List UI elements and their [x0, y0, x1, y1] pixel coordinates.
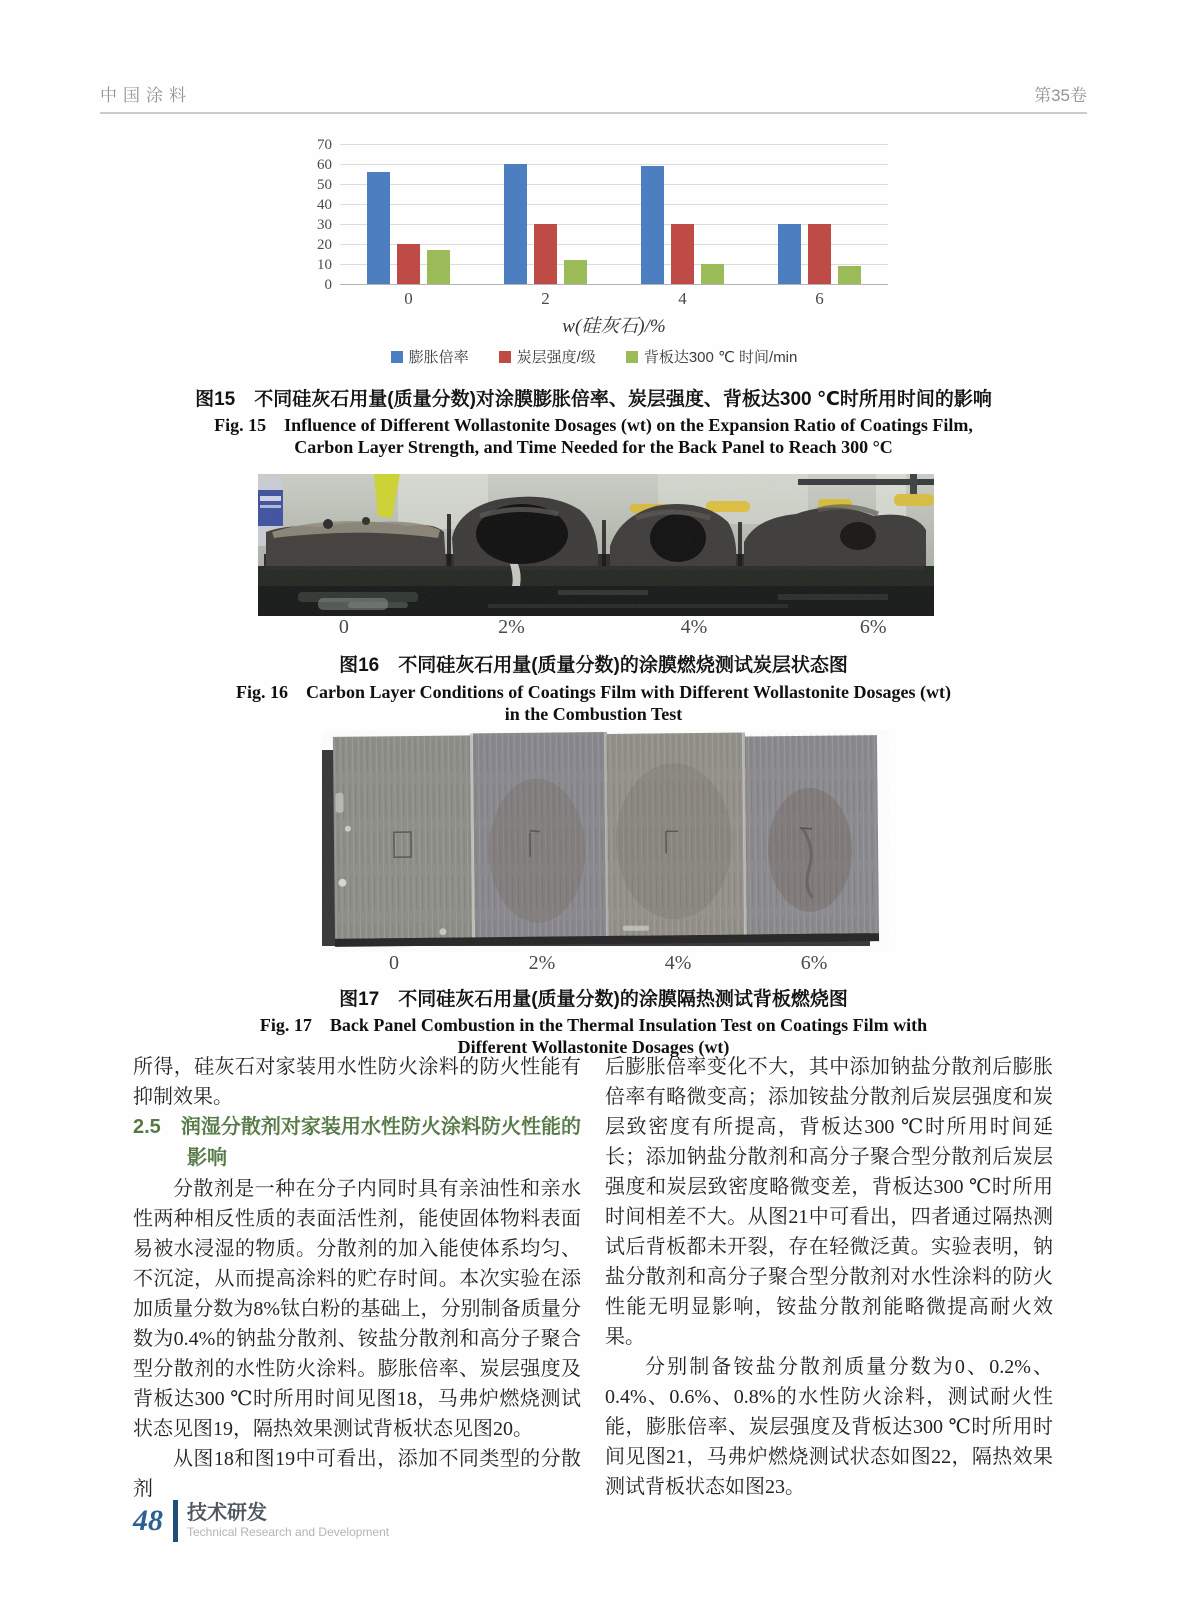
x-axis-tick: 4	[678, 289, 687, 308]
figure17-photo	[322, 730, 889, 952]
chart-plot-area	[340, 144, 888, 285]
legend-swatch-icon	[499, 351, 511, 363]
bar	[427, 250, 450, 284]
legend-item	[499, 346, 596, 367]
section-heading-2-5	[133, 1112, 581, 1174]
bar	[701, 264, 724, 284]
bar	[397, 244, 420, 284]
bar	[778, 224, 801, 284]
y-axis-tick: 40	[317, 197, 332, 213]
bar	[504, 164, 527, 284]
legend-label: 背板达300 ℃ 时间/min	[643, 349, 798, 366]
bar-group	[751, 224, 888, 284]
figure15-caption-zh: 图15 不同硅灰石用量(质量分数)对涂膜膨胀倍率、炭层强度、背板达300 ℃时所用时间的影响	[195, 389, 992, 410]
y-axis-tick: 70	[317, 137, 332, 153]
bar	[671, 224, 694, 284]
back-panel-photo-illustration	[322, 730, 889, 952]
chart-x-axis-title: w(硅灰石)/%	[562, 316, 666, 337]
dosage-label: 2%	[528, 952, 556, 974]
bar	[808, 224, 831, 284]
legend-label: 膨胀倍率	[408, 349, 469, 366]
paragraph: 后膨胀倍率变化不大，其中添加钠盐分散剂后膨胀倍率有略微变高；添加铵盐分散剂后炭层强度和炭层致密度有所提高，背板达300 ℃时所用时间延长；添加钠盐分散剂和高分子聚合型分散剂后炭层强度和炭层致密度略微变差，背板达300 ℃时所用时间相差不大。从图21中可看出，四者通过隔热测试后背板都未开裂，存在轻微泛黄。实验表明，钠盐分散剂和高分子聚合型分散剂对水性涂料的防火性能无明显影响，铵盐分散剂能略微提高耐火效果。	[605, 1056, 1053, 1348]
body-text	[133, 1052, 1053, 1504]
figure16-caption-en-2: in the Combustion Test	[504, 704, 683, 724]
figure16-caption-en-1: Fig. 16 Carbon Layer Conditions of Coatings Film with Different Wollastonite Dosages (wt)	[236, 682, 951, 702]
figure17-labels	[322, 952, 889, 978]
paragraph: 分别制备铵盐分散剂质量分数为0、0.2%、0.4%、0.6%、0.8%的水性防火涂料，测试耐火性能，膨胀倍率、炭层强度及背板达300 ℃时所用时间见图21，马弗炉燃烧测试状态如图22，隔热效果测试背板状态如图23。	[605, 1356, 1053, 1498]
dosage-label: 6%	[800, 952, 828, 974]
legend-item	[391, 346, 469, 367]
bar-group	[614, 166, 751, 284]
section-title: 润湿分散剂对家装用水性防火涂料防火性能的影响	[180, 1116, 581, 1169]
chart-legend	[298, 346, 890, 367]
figure17-caption-en-2: Different Wollastonite Dosages (wt)	[457, 1037, 730, 1057]
chart-x-labels	[340, 289, 888, 309]
paragraph: 分散剂是一种在分子内同时具有亲油性和亲水性两种相反性质的表面活性剂，能使固体物料表面易被水浸湿的物质。分散剂的加入能使体系均匀、不沉淀，从而提高涂料的贮存时间。本次实验在添加质量分数为8%钛白粉的基础上，分别制备质量分数为0.4%的钠盐分散剂、铵盐分散剂和高分子聚合型分散剂的水性防火涂料。膨胀倍率、炭层强度及背板达300 ℃时所用时间见图18，马弗炉燃烧测试状态见图19，隔热效果测试背板状态见图20。	[133, 1178, 581, 1440]
y-axis-tick: 60	[317, 157, 332, 173]
legend-label: 炭层强度/级	[516, 349, 596, 366]
right-column	[605, 1052, 1053, 1504]
figure17-caption-zh: 图17 不同硅灰石用量(质量分数)的涂膜隔热测试背板燃烧图	[339, 989, 848, 1010]
figure16-photo	[258, 474, 934, 616]
figure15-chart	[298, 137, 890, 367]
x-axis-tick: 0	[404, 289, 413, 308]
bar-group	[477, 164, 614, 284]
dosage-label: 0	[389, 952, 399, 974]
figure15-caption-en-1: Fig. 15 Influence of Different Wollastonite Dosages (wt) on the Expansion Ratio of Coatings Film,	[214, 415, 973, 435]
legend-item	[626, 346, 798, 367]
footer-divider-bar	[173, 1500, 178, 1542]
chart-row	[298, 137, 890, 293]
dosage-label: 4%	[680, 616, 708, 638]
bar	[367, 172, 390, 284]
y-axis-tick: 20	[317, 237, 332, 253]
dosage-label: 0	[338, 616, 349, 638]
page-footer	[133, 1500, 389, 1542]
x-axis-tick: 2	[541, 289, 550, 308]
footer-section	[187, 1502, 389, 1540]
chart-groups	[340, 144, 888, 284]
legend-swatch-icon	[626, 351, 638, 363]
bar-group	[340, 172, 477, 284]
section-number: 2.5	[133, 1116, 161, 1138]
paragraph: 所得，硅灰石对家装用水性防火涂料的防火性能有抑制效果。	[133, 1056, 581, 1108]
figure17-caption-en-1: Fig. 17 Back Panel Combustion in the Thermal Insulation Test on Coatings Film with	[259, 1015, 928, 1035]
paragraph: 从图18和图19中可看出，添加不同类型的分散剂	[133, 1448, 581, 1500]
bar	[564, 260, 587, 284]
y-axis-tick: 10	[317, 257, 332, 273]
dosage-label: 2%	[498, 616, 525, 638]
journal-name: 中国涂料	[100, 86, 192, 105]
page-number: 48	[133, 1504, 163, 1537]
y-axis-tick: 50	[317, 177, 332, 193]
bar	[534, 224, 557, 284]
footer-section-zh: 技术研发	[187, 1502, 267, 1524]
legend-swatch-icon	[391, 351, 403, 363]
dosage-label: 4%	[664, 952, 692, 974]
figure16-labels	[258, 616, 934, 642]
left-column	[133, 1052, 581, 1504]
chart-y-axis	[298, 137, 340, 293]
y-axis-tick: 0	[324, 277, 332, 293]
y-axis-tick: 30	[317, 217, 332, 233]
carbon-layer-photo-illustration	[258, 474, 934, 616]
running-header	[100, 80, 1087, 114]
volume-number: 第35卷	[1034, 86, 1087, 105]
x-axis-tick: 6	[815, 289, 824, 308]
bar	[838, 266, 861, 284]
figure15-caption-en-2: Carbon Layer Strength, and Time Needed for the Back Panel to Reach 300 °C	[294, 437, 893, 457]
footer-section-en: Technical Research and Development	[187, 1525, 390, 1539]
bar	[641, 166, 664, 284]
figure16-caption-zh: 图16 不同硅灰石用量(质量分数)的涂膜燃烧测试炭层状态图	[339, 655, 848, 676]
dosage-label: 6%	[859, 616, 887, 638]
